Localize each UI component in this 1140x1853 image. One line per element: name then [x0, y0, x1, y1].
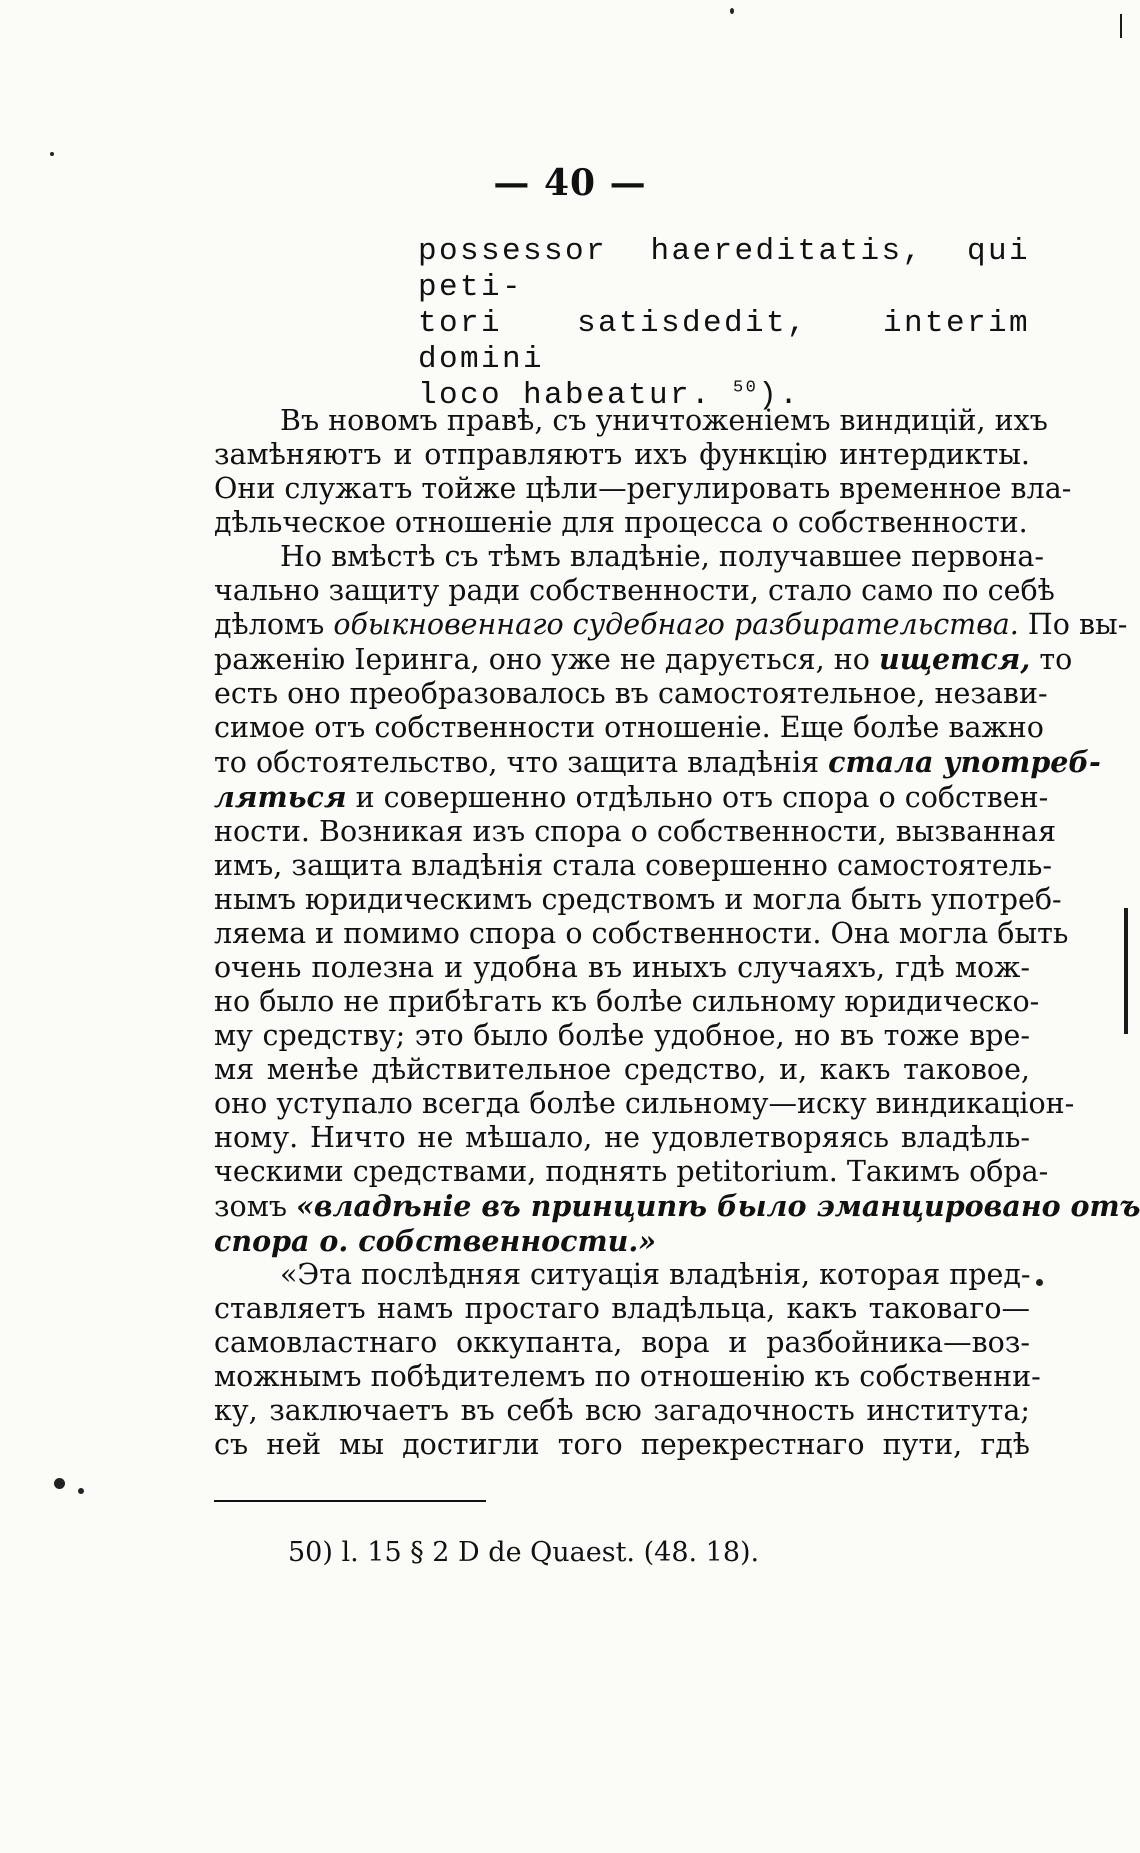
scan-speck	[730, 8, 734, 14]
text-line: нымъ юридическимъ средствомъ и могла быть употреб-	[214, 883, 1062, 916]
text-line: дѣльческое отношеніе для процесса о собственности.	[214, 506, 1028, 539]
scan-edge-mark	[1120, 14, 1122, 38]
text-line: ному. Ничто не мѣшало, не удовлетворяясь владѣль-	[214, 1121, 1030, 1154]
text-line: съ ней мы достигли того перекрестнаго пути, гдѣ	[214, 1428, 1030, 1461]
page-number: — 40 —	[493, 162, 647, 204]
text-segment: то обстоятельство, что защита владѣнія	[214, 746, 829, 779]
text-line	[214, 1189, 1140, 1224]
scan-speck	[1036, 1279, 1043, 1286]
latin-quote-line: tori satisdedit, interim domini	[418, 306, 1030, 377]
text-line: но было не прибѣгать къ болѣе сильному юридическо-	[214, 985, 1040, 1018]
footnote-reference[interactable]: 50	[733, 378, 759, 398]
text-line: есть оно преобразовалось въ самостоятельное, незави-	[214, 677, 1048, 710]
text-line: ческими средствами, поднять petitorium. Такимъ обра-	[214, 1155, 1049, 1188]
text-line: имъ, защита владѣнія стала совершенно самостоятель-	[214, 849, 1053, 882]
text-segment: зомъ	[214, 1190, 297, 1223]
emphasis-text: ищется,	[878, 642, 1031, 676]
text-line: симое отъ собственности отношеніе. Еще болѣе важно	[214, 711, 1044, 744]
text-line: можнымъ побѣдителемъ по отношенію къ собственни-	[214, 1360, 1041, 1393]
text-line: ставляетъ намъ простаго владѣльца, какъ таковаго—	[214, 1292, 1030, 1325]
text-line: оно уступало всегда болѣе сильному—иску виндикаціон-	[214, 1087, 1075, 1120]
scan-speck	[50, 152, 54, 156]
text-line: ности. Возникая изъ спора о собственности, вызванная	[214, 815, 1057, 848]
text-line: «Эта послѣдняя ситуація владѣнія, которая пред-	[280, 1258, 1031, 1291]
text-line: Но вмѣстѣ съ тѣмъ владѣніе, получавшее первона-	[280, 540, 1045, 573]
text-segment: то	[1030, 643, 1073, 676]
emphasis-text: стала употреб-	[828, 745, 1101, 779]
text-line: ляема и помимо спора о собственности. Она могла быть	[214, 917, 1069, 950]
footnote: 50) l. 15 § 2 D de Quaest. (48. 18).	[288, 1537, 760, 1568]
text-line	[214, 608, 1128, 642]
text-line: Они служатъ тойже цѣли—регулировать временное вла-	[214, 472, 1072, 505]
latin-quote-text: loco habeatur.	[418, 378, 734, 413]
scan-edge-mark	[1124, 908, 1128, 1034]
text-line: очень полезна и удобна въ иныхъ случаяхъ, гдѣ мож-	[214, 951, 1030, 984]
text-line	[214, 642, 1073, 677]
text-segment: дѣломъ	[214, 608, 334, 641]
text-line	[214, 745, 1101, 780]
latin-quote-end: ).	[758, 378, 801, 413]
emphasis-text: ляться	[214, 780, 347, 814]
body-text	[214, 404, 1140, 1462]
latin-quote-line: possessor haereditatis, qui peti-	[418, 234, 1030, 305]
text-line	[214, 780, 1049, 815]
text-line: мя менѣе дѣйствительное средство, и, какъ таковое,	[214, 1053, 1030, 1086]
text-line: Въ новомъ правѣ, съ уничтоженіемъ виндицій, ихъ	[280, 404, 1048, 437]
emphasis-text: обыкновеннаго судебнаго разбирательства.	[333, 608, 1019, 641]
text-line: ку, заключаетъ въ себѣ всю загадочность института;	[214, 1394, 1030, 1427]
latin-quote	[418, 234, 1030, 414]
text-segment: По вы-	[1018, 608, 1128, 641]
scan-speck	[78, 1488, 84, 1494]
scan-speck	[54, 1478, 65, 1489]
emphasis-text: «владѣніе въ принципѣ было эманцировано отъ	[296, 1189, 1140, 1223]
text-segment: раженію Іеринга, оно уже не дарується, но	[214, 643, 879, 676]
footnote-separator-rule	[214, 1500, 486, 1502]
text-line: му средству; это было болѣе удобное, но въ тоже вре-	[214, 1019, 1030, 1052]
text-line: замѣняютъ и отправляютъ ихъ функцію интердикты.	[214, 438, 1030, 471]
text-line: самовластнаго оккупанта, вора и разбойника—воз-	[214, 1326, 1030, 1359]
text-segment: и совершенно отдѣльно отъ спора о собствен-	[346, 781, 1049, 814]
text-line: спора о. собственности.»	[214, 1224, 657, 1258]
text-line: чально защиту ради собственности, стало само по себѣ	[214, 574, 1055, 607]
